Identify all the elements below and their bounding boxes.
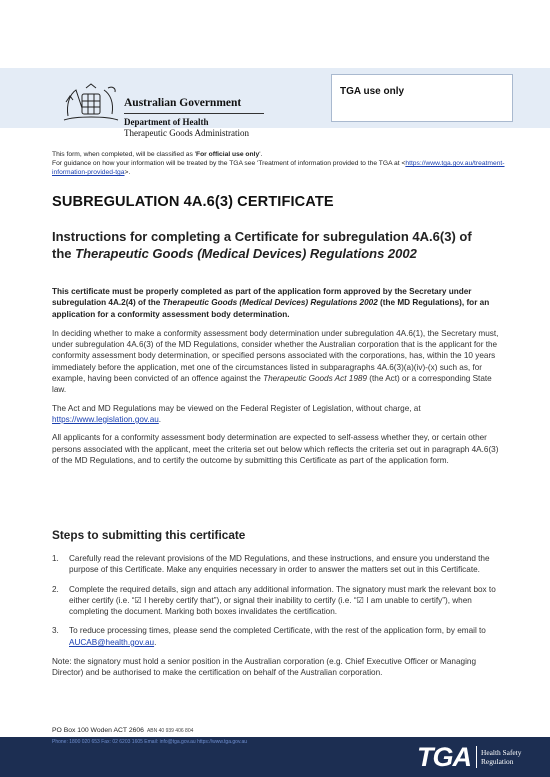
instructions-body xyxy=(52,286,504,473)
legislation-paragraph: The Act and MD Regulations may be viewed on the Federal Register of Legislation, without charge, at https://www.legislation.gov.au. xyxy=(52,403,421,424)
classification-line: This form, when completed, will be classified as 'For official use only'. xyxy=(52,151,263,158)
classification-notice xyxy=(52,150,522,177)
tga-use-only-box xyxy=(331,74,513,122)
footer-contact: Phone: 1800 020 653 Fax: 02 6203 1605 Email: info@tga.gov.au https://www.tga.gov.au xyxy=(52,739,248,745)
guidance-line: For guidance on how your information will be treated by the TGA see 'Treatment of information provided to the TGA at <https://www.tga.gov.au/treatment-information-provided-tga>. xyxy=(52,160,505,176)
tga-logo-tagline: Health Safety Regulation xyxy=(481,748,522,766)
step-item xyxy=(52,584,504,618)
tga-logo-letters: TGA xyxy=(417,741,471,772)
steps-heading: Steps to submitting this certificate xyxy=(52,528,246,542)
step-text: To reduce processing times, please send the completed Certificate, with the rest of the application form, by email to xyxy=(69,626,486,636)
department-name: Department of Health xyxy=(124,117,209,127)
tga-use-only-label: TGA use only xyxy=(340,86,405,97)
email-link[interactable]: AUCAB@health.gov.au xyxy=(69,637,155,647)
abn: ABN 40 939 406 804 xyxy=(146,728,194,734)
step-item xyxy=(52,553,504,576)
agency-name: Therapeutic Goods Administration xyxy=(124,128,249,138)
self-assess-paragraph: All applicants for a conformity assessment body determination are expected to self-assess whether they, or certain other persons associated with the applicant, meet the criteria set out below which reflects the criteria set out in paragraph 4A.6(3) of the MD Regulations, and to certify the outcome by submitting this Certificate as part of the application form. xyxy=(52,433,499,465)
footer-address: PO Box 100 Woden ACT 2606 ABN 40 939 406 804 xyxy=(52,727,194,734)
step-text: Carefully read the relevant provisions of the MD Regulations, and these instructions, and ensure you understand the purpose of this Certificate. Make any enquiries necessary in order to answer the matters set out in this Certificate. xyxy=(69,554,490,575)
classification-level: For official use only xyxy=(196,151,260,158)
steps-list xyxy=(52,553,504,679)
treatment-info-link[interactable]: https://www.tga.gov.au/treatment-information-provided-tga xyxy=(52,160,505,176)
instructions-heading: Instructions for completing a Certificate for subregulation 4A.6(3) of the Therapeutic Goods (Medical Devices) Regulations 2002 xyxy=(52,229,472,261)
government-branding xyxy=(124,96,264,139)
step-number: 1. xyxy=(52,554,59,563)
tga-logo xyxy=(417,742,521,772)
step-text: Complete the required details, sign and attach any additional information. The signatory must mark the relevant box to either certify (i.e. “☑ I hereby certify that”), or signal their inability to certify (i.e. “☑ I am unable to certify”), when completing the document. Marking both boxes invalidates the certification. xyxy=(69,584,496,617)
step-number: 3. xyxy=(52,626,59,636)
step-item: 3. To reduce processing times, please send the completed Certificate, with the rest of the application form, by email to AUCAB@health.gov.au. xyxy=(52,626,486,647)
branding-divider xyxy=(124,113,264,114)
legislation-link[interactable]: https://www.legislation.gov.au xyxy=(52,414,159,424)
signatory-note: Note: the signatory must hold a senior position in the Australian corporation (e.g. Chief Executive Officer or Managing Director) and be authorised to make the certification on behalf of the Australian corporation. xyxy=(52,657,477,678)
logo-divider xyxy=(476,746,477,768)
government-name: Australian Government xyxy=(124,97,242,109)
coat-of-arms-icon xyxy=(60,82,122,124)
intro-paragraph: This certificate must be properly completed as part of the application form approved by the Secretary under subregulation 4A.2(4) of the Therapeutic Goods (Medical Devices) Regulations 2002 (the MD Regulations), for an application for a conformity assessment body determination. xyxy=(52,287,490,319)
step-number: 2. xyxy=(52,584,59,594)
footer-band xyxy=(0,737,550,777)
page-title: SUBREGULATION 4A.6(3) CERTIFICATE xyxy=(52,194,334,210)
decision-paragraph: In deciding whether to make a conformity assessment body determination under subregulation 4A.6(1), the Secretary must, under subregulation 4A.6(3) of the MD Regulations, consider whether the Australian corporation that is the applicant for the conformity assessment body determination, or specified persons associated with the corporations, has, within the 10 years immediately before the application, met one of the circumstances listed in subparagraphs 4A.6(3)(a)(iv)-(x) such as, for example, having been convicted of an offence against the Therapeutic Goods Act 1989 (the Act) or a corresponding State law. xyxy=(52,328,499,395)
